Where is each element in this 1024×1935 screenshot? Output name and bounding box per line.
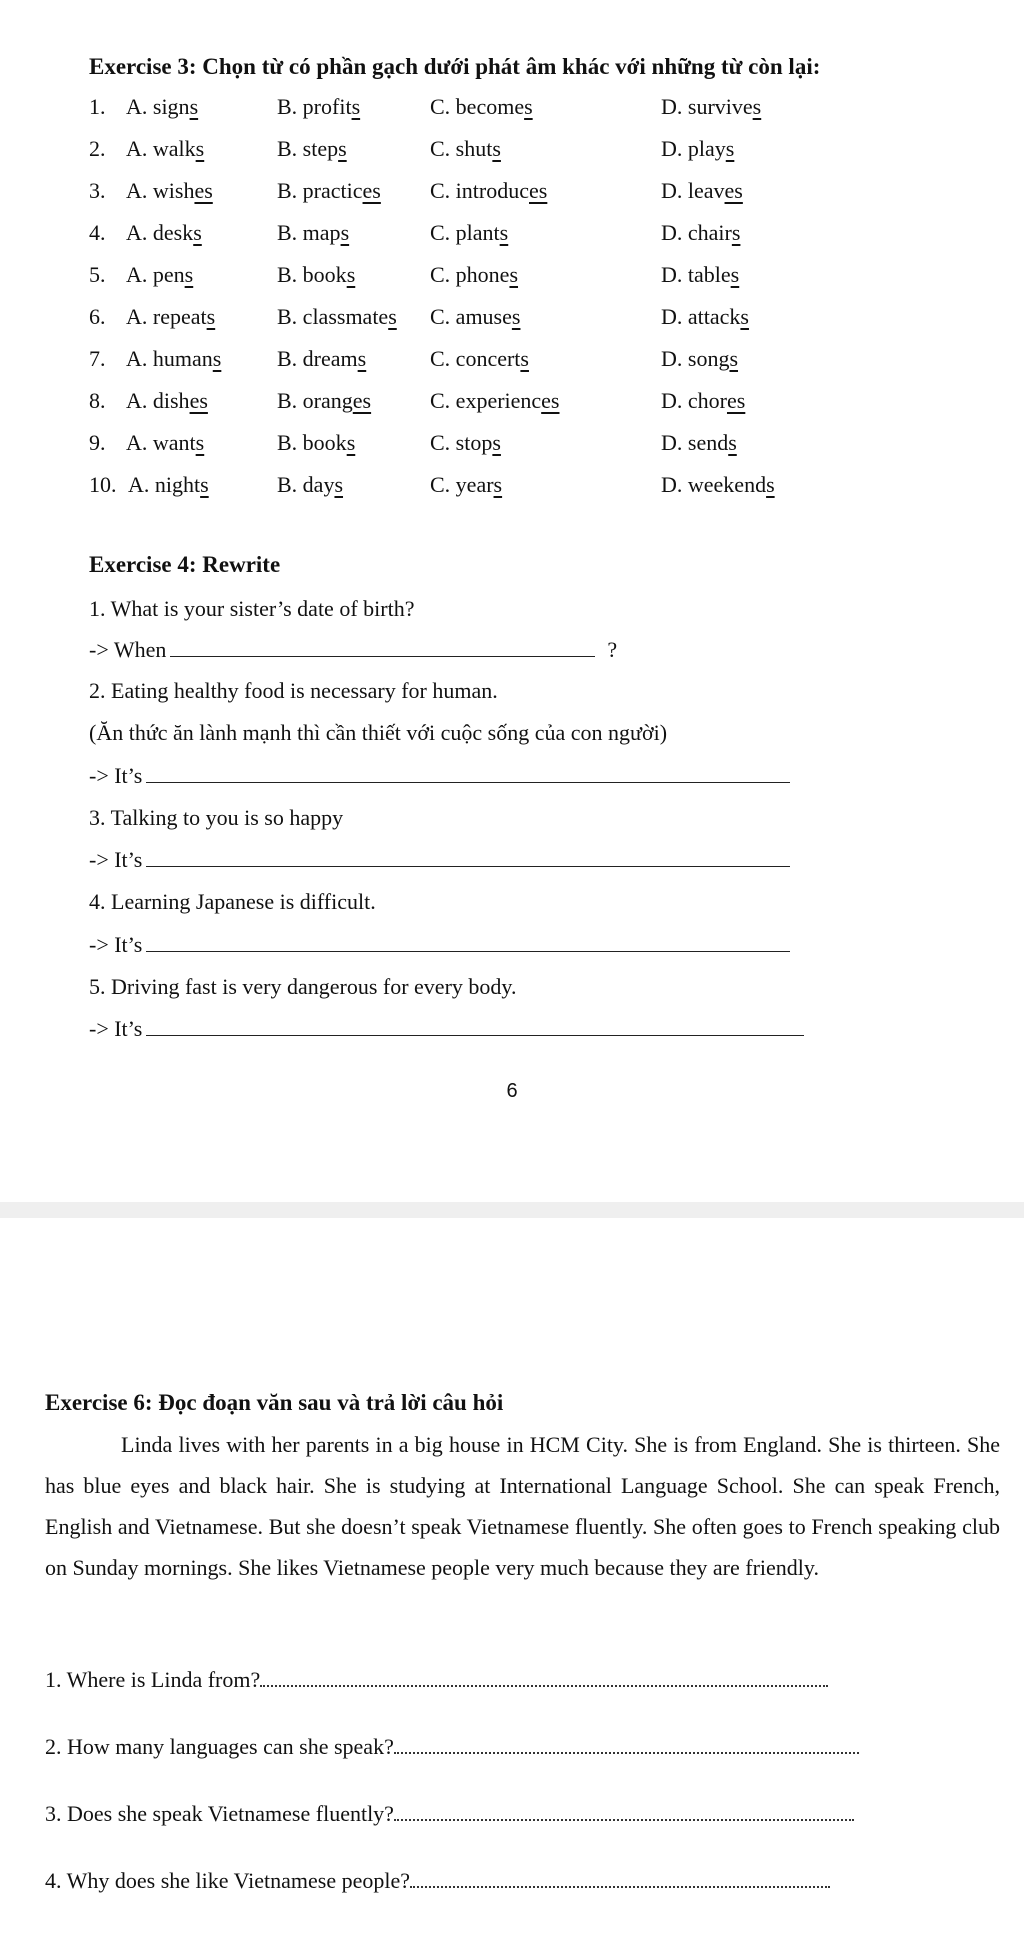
option-d: D. plays: [661, 136, 735, 161]
row-number: 5.: [89, 262, 106, 287]
option-d: D. survives: [661, 94, 762, 119]
option-d: D. sends: [661, 430, 737, 455]
option-a: A. wishes: [126, 178, 213, 203]
answer-dotted-line[interactable]: [394, 1734, 859, 1754]
exercise-6-title: Exercise 6: Đọc đoạn văn sau và trả lời câu hỏi: [45, 1390, 504, 1415]
rewrite-answer-1: [89, 637, 617, 663]
row-number: 1.: [89, 94, 106, 119]
option-b: B. profits: [277, 94, 361, 119]
option-d: D. weekends: [661, 472, 775, 497]
option-c: C. stops: [430, 430, 501, 455]
exercise-3-row: [0, 220, 1024, 250]
question-text: 3. Does she speak Vietnamese fluently?: [45, 1801, 394, 1826]
exercise-4-title: Exercise 4: Rewrite: [89, 552, 281, 577]
exercise-3-row: [0, 178, 1024, 208]
option-c: C. plants: [430, 220, 509, 245]
option-d: D. tables: [661, 262, 740, 287]
option-c: C. becomes: [430, 94, 533, 119]
exercise-3-title: Exercise 3: Chọn từ có phần gạch dưới phát âm khác với những từ còn lại:: [89, 54, 821, 79]
row-number: 7.: [89, 346, 106, 371]
rewrite-question-4: 4. Learning Japanese is difficult.: [89, 889, 376, 914]
rewrite-question-2: 2. Eating healthy food is necessary for human.: [89, 678, 498, 703]
answer-dotted-line[interactable]: [410, 1868, 830, 1888]
row-number: 8.: [89, 388, 106, 413]
exercise-3-row: [0, 304, 1024, 334]
rewrite-question-3: 3. Talking to you is so happy: [89, 805, 344, 830]
option-b: B. days: [277, 472, 344, 497]
option-c: C. introduces: [430, 178, 548, 203]
exercise-3-row: [0, 472, 1024, 502]
page-number: 6: [506, 1080, 518, 1102]
answer-blank[interactable]: [146, 932, 790, 952]
option-c: C. concerts: [430, 346, 529, 371]
option-a: A. pens: [126, 262, 194, 287]
option-b: B. practices: [277, 178, 381, 203]
option-b: B. steps: [277, 136, 347, 161]
exercise-3-row: [0, 136, 1024, 166]
option-a: A. wants: [126, 430, 205, 455]
row-number: 6.: [89, 304, 106, 329]
exercise-3-row: [0, 388, 1024, 418]
option-d: D. songs: [661, 346, 739, 371]
answer-prefix: -> It’s: [89, 847, 143, 872]
option-a: A. nights: [128, 472, 209, 497]
option-a: A. desks: [126, 220, 202, 245]
answer-blank[interactable]: [170, 637, 595, 657]
rewrite-question-1: 1. What is your sister’s date of birth?: [89, 596, 415, 621]
exercise-3-row: [0, 430, 1024, 460]
reading-question-4: [45, 1868, 830, 1894]
option-c: C. amuses: [430, 304, 521, 329]
reading-question-2: [45, 1734, 859, 1760]
rewrite-question-2-translation: (Ăn thức ăn lành mạnh thì cần thiết với cuộc sống của con người): [89, 720, 668, 745]
answer-prefix: -> It’s: [89, 763, 143, 788]
answer-prefix: -> It’s: [89, 1016, 143, 1041]
option-b: B. dreams: [277, 346, 367, 371]
answer-suffix: ?: [607, 637, 618, 662]
rewrite-answer-4: [89, 932, 790, 958]
answer-prefix: -> It’s: [89, 932, 143, 957]
option-c: C. phones: [430, 262, 519, 287]
option-a: A. walks: [126, 136, 205, 161]
reading-question-1: [45, 1667, 828, 1693]
rewrite-answer-5: [89, 1016, 804, 1042]
option-d: D. attacks: [661, 304, 749, 329]
answer-blank[interactable]: [146, 847, 790, 867]
row-number: 4.: [89, 220, 106, 245]
option-d: D. leaves: [661, 178, 743, 203]
reading-question-3: [45, 1801, 854, 1827]
option-b: B. classmates: [277, 304, 397, 329]
rewrite-question-5: 5. Driving fast is very dangerous for every body.: [89, 974, 517, 999]
option-b: B. maps: [277, 220, 350, 245]
question-text: 1. Where is Linda from?: [45, 1667, 261, 1692]
option-a: A. humans: [126, 346, 222, 371]
option-b: B. books: [277, 262, 356, 287]
option-b: B. books: [277, 430, 356, 455]
answer-prefix: -> When: [89, 637, 167, 662]
rewrite-answer-2: [89, 763, 790, 789]
row-number: 2.: [89, 136, 106, 161]
answer-blank[interactable]: [146, 763, 790, 783]
exercise-3-row: [0, 262, 1024, 292]
row-number: 9.: [89, 430, 106, 455]
option-c: C. shuts: [430, 136, 501, 161]
rewrite-answer-3: [89, 847, 790, 873]
row-number: 3.: [89, 178, 106, 203]
option-a: A. dishes: [126, 388, 208, 413]
exercise-3-row: [0, 346, 1024, 376]
answer-dotted-line[interactable]: [394, 1801, 854, 1821]
question-text: 2. How many languages can she speak?: [45, 1734, 394, 1759]
row-number: 10.: [89, 472, 117, 497]
question-text: 4. Why does she like Vietnamese people?: [45, 1868, 411, 1893]
answer-blank[interactable]: [146, 1016, 804, 1036]
option-c: C. years: [430, 472, 503, 497]
option-c: C. experiences: [430, 388, 560, 413]
option-d: D. chairs: [661, 220, 741, 245]
answer-dotted-line[interactable]: [260, 1667, 828, 1687]
option-d: D. chores: [661, 388, 746, 413]
option-b: B. oranges: [277, 388, 372, 413]
exercise-3-row: [0, 94, 1024, 124]
option-a: A. repeats: [126, 304, 216, 329]
reading-passage: Linda lives with her parents in a big house in HCM City. She is from England. She is thirteen. She has blue eyes and black hair. She is studying at International Language School. She can speak French, English and Vietnamese. But she doesn’t speak Vietnamese fluently. She often goes to French speaking club on Sunday mornings. She likes Vietnamese people very much because they are friendly.: [45, 1432, 1000, 1580]
page-separator: [0, 1202, 1024, 1218]
option-a: A. signs: [126, 94, 199, 119]
